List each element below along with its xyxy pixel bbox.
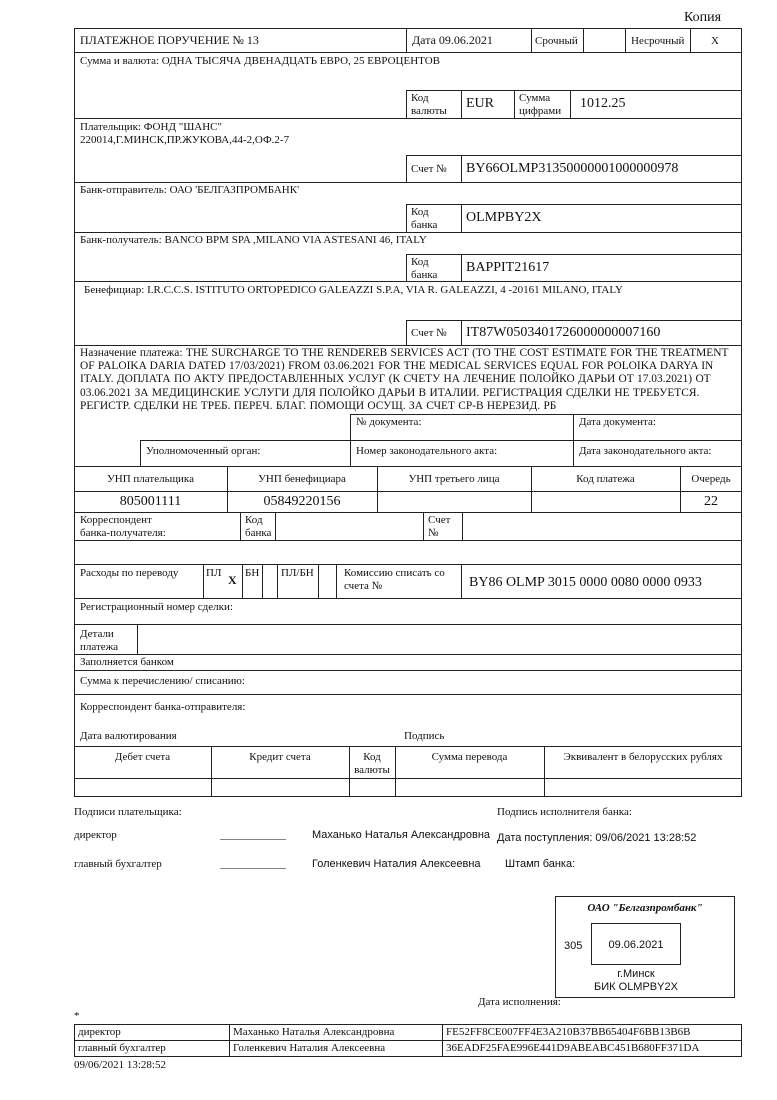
ledger-currency-header: Код валюты	[354, 751, 390, 776]
correspondent-code-label: Код банка	[245, 514, 272, 539]
beneficiary-account-label: Счет №	[411, 327, 447, 339]
stamp-city: г.Минск	[617, 968, 655, 980]
stamp-date: 09.06.2021	[608, 939, 664, 951]
sign-table-name-accountant: Голенкевич Наталия Алексеевна	[229, 1040, 443, 1057]
fees-plbn: ПЛ/БН	[281, 567, 314, 579]
fees-pl-mark: X	[228, 573, 237, 587]
value-date-label: Дата валютирования	[80, 730, 177, 742]
director-role: директор	[74, 829, 117, 841]
execution-date-label: Дата исполнения:	[478, 996, 561, 1008]
sum-label: Сумма цифрами	[519, 92, 562, 117]
correspondent-label: Корреспондент банка-получателя:	[80, 514, 166, 539]
fees-pl: ПЛ	[206, 567, 222, 579]
form-title: ПЛАТЕЖНОЕ ПОРУЧЕНИЕ № 13	[80, 33, 259, 47]
stamp-label: Штамп банка:	[505, 858, 576, 870]
authority-label: Уполномоченный орган:	[146, 445, 261, 457]
fees-label: Расходы по переводу	[80, 567, 179, 579]
correspondent-account-label: Счет №	[428, 514, 451, 539]
beneficiary-account: IT87W0503401726000000007160	[466, 325, 661, 340]
amount-in-words: Сумма и валюта: ОДНА ТЫСЯЧА ДВЕНАДЦАТЬ ЕВРО, 25 ЕВРОЦЕНТОВ	[80, 55, 440, 67]
doc-date-label: Дата документа:	[579, 416, 656, 428]
details-label: Детали платежа	[80, 628, 119, 653]
receiver-bank-code: BAPPIT21617	[466, 260, 550, 275]
sign-table-role-director: директор	[74, 1024, 230, 1041]
commission-label: Комиссию списать со счета №	[344, 567, 445, 592]
nonurgent-label: Несрочный	[631, 35, 685, 47]
unp-payer: 805001111	[119, 494, 182, 509]
payment-purpose: Назначение платежа: THE SURCHARGE TO THE RENDEREB SERVICES ACT (TO THE COST ESTIMATE FOR THE TREATMENT OF PALOIKA DARIA DATED 17/03/2021) FROM 03.06.2021 FOR THE MEDICAL SERVICES EQUAL FOR POLOIKA DARYA IN ITALY. ДОПЛАТА ПО АКТУ ПРЕДОСТАВЛЕННЫХ УСЛУГ (К СЧЕТУ НА ЛЕЧЕНИЕ ПОЛОЙКО ДАРЬИ ОТ 17.03.2021) ОТ 03.06.2021 ЗА МЕДИЦИНСКИЕ УСЛУГИ ДЛЯ ПОЛОЙКО ДАРЬИ В ИТАЛИИ. РЕГИСТРАЦИЯ СДЕЛКИ НЕ ТРЕБУЕТСЯ. РЕГИСТР. СДЕЛКИ НЕ ТРЕБ. ПЕРЕЧ. БЛАГ. ПОМОЩИ ОСУЩ. ЗА СЧЕТ СР-В НЕРЕЗИД. РБ	[80, 347, 729, 412]
sum-transfer-label: Сумма к перечислению/ списанию:	[80, 675, 245, 687]
beneficiary: Бенефициар: I.R.C.C.S. ISTITUTO ORTOPEDICO GALEAZZI S.P.A, VIA R. GALEAZZI, 4 -20161 MILANO, ITALY	[84, 284, 623, 296]
accountant-name: Голенкевич Наталия Алексеевна	[312, 858, 481, 870]
stamp-number: 305	[564, 940, 583, 952]
ledger-credit-header: Кредит счета	[249, 751, 311, 763]
footer-timestamp: 09/06/2021 13:28:52	[74, 1059, 166, 1071]
payer-account-label: Счет №	[411, 163, 447, 175]
bank-signature-title: Подпись исполнителя банка:	[497, 806, 632, 818]
payer-address: 220014,Г.МИНСК,ПР.ЖУКОВА,44-2,ОФ.2-7	[80, 134, 290, 146]
sign-table-hash-accountant: 36EADF25FAE996E441D9ABEABC451B680FF371DA	[442, 1040, 742, 1057]
director-name: Маханько Наталья Александровна	[312, 829, 491, 841]
unp-header-third: УНП третьего лица	[408, 473, 500, 485]
payer-account: BY66OLMP31350000001000000978	[466, 161, 679, 176]
receiver-bank-code-label: Код банка	[411, 256, 438, 281]
stamp-bik: БИК OLMPBY2X	[594, 981, 678, 993]
unp-queue: 22	[704, 494, 718, 509]
sum-value: 1012.25	[580, 96, 626, 111]
sign-table-hash-director: FE52FF8CE007FF4E3A210B37BB65404F6BB13B6B	[442, 1024, 742, 1041]
ledger-sum-header: Сумма перевода	[431, 751, 508, 763]
received-date: Дата поступления: 09/06/2021 13:28:52	[497, 832, 697, 844]
unp-header-beneficiary: УНП бенефициара	[258, 473, 346, 485]
signature-label: Подпись	[404, 730, 445, 742]
fees-bn: БН	[245, 567, 260, 579]
sender-bank-code: OLMPBY2X	[466, 210, 542, 225]
currency-code: EUR	[466, 96, 494, 111]
payer-name: Плательщик: ФОНД "ШАНС"	[80, 121, 223, 133]
act-date-label: Дата законодательного акта:	[579, 445, 712, 457]
sign-table-role-accountant: главный бухгалтер	[74, 1040, 230, 1057]
stamp-bank-name: ОАО "Белгазпромбанк"	[587, 902, 703, 914]
sign-table-name-director: Маханько Наталья Александровна	[229, 1024, 443, 1041]
urgent-label: Срочный	[535, 35, 578, 47]
currency-code-label: Код валюты	[411, 92, 447, 117]
accountant-signature-line: ____________	[220, 858, 286, 870]
doc-number-label: № документа:	[356, 416, 422, 428]
ledger-debit-header: Дебет счета	[114, 751, 171, 763]
commission-account: BY86 OLMP 3015 0000 0080 0000 0933	[469, 575, 702, 590]
director-signature-line: ____________	[220, 829, 286, 841]
act-number-label: Номер законодательного акта:	[356, 445, 498, 457]
nonurgent-mark: X	[711, 35, 719, 47]
accountant-role: главный бухгалтер	[74, 858, 162, 870]
payer-signatures-title: Подписи плательщика:	[74, 806, 182, 818]
sender-bank-code-label: Код банка	[411, 206, 438, 231]
footnote-asterisk: *	[74, 1010, 80, 1022]
correspondent-sender-label: Корреспондент банка-отправителя:	[80, 701, 246, 713]
unp-beneficiary: 05849220156	[263, 494, 341, 509]
reg-number-label: Регистрационный номер сделки:	[80, 601, 233, 613]
order-date: Дата 09.06.2021	[412, 33, 493, 47]
unp-header-payer: УНП плательщика	[106, 473, 194, 485]
ledger-equivalent-header: Эквивалент в белорусских рублях	[563, 751, 723, 763]
unp-header-queue: Очередь	[691, 473, 731, 485]
bank-fill-label: Заполняется банком	[80, 656, 174, 668]
unp-header-code: Код платежа	[576, 473, 635, 485]
copy-label: Копия	[684, 10, 722, 25]
sender-bank: Банк-отправитель: ОАО 'БЕЛГАЗПРОМБАНК'	[80, 184, 300, 196]
receiver-bank: Банк-получатель: BANCO BPM SPA ,MILANO VIA ASTESANI 46, ITALY	[80, 234, 427, 246]
